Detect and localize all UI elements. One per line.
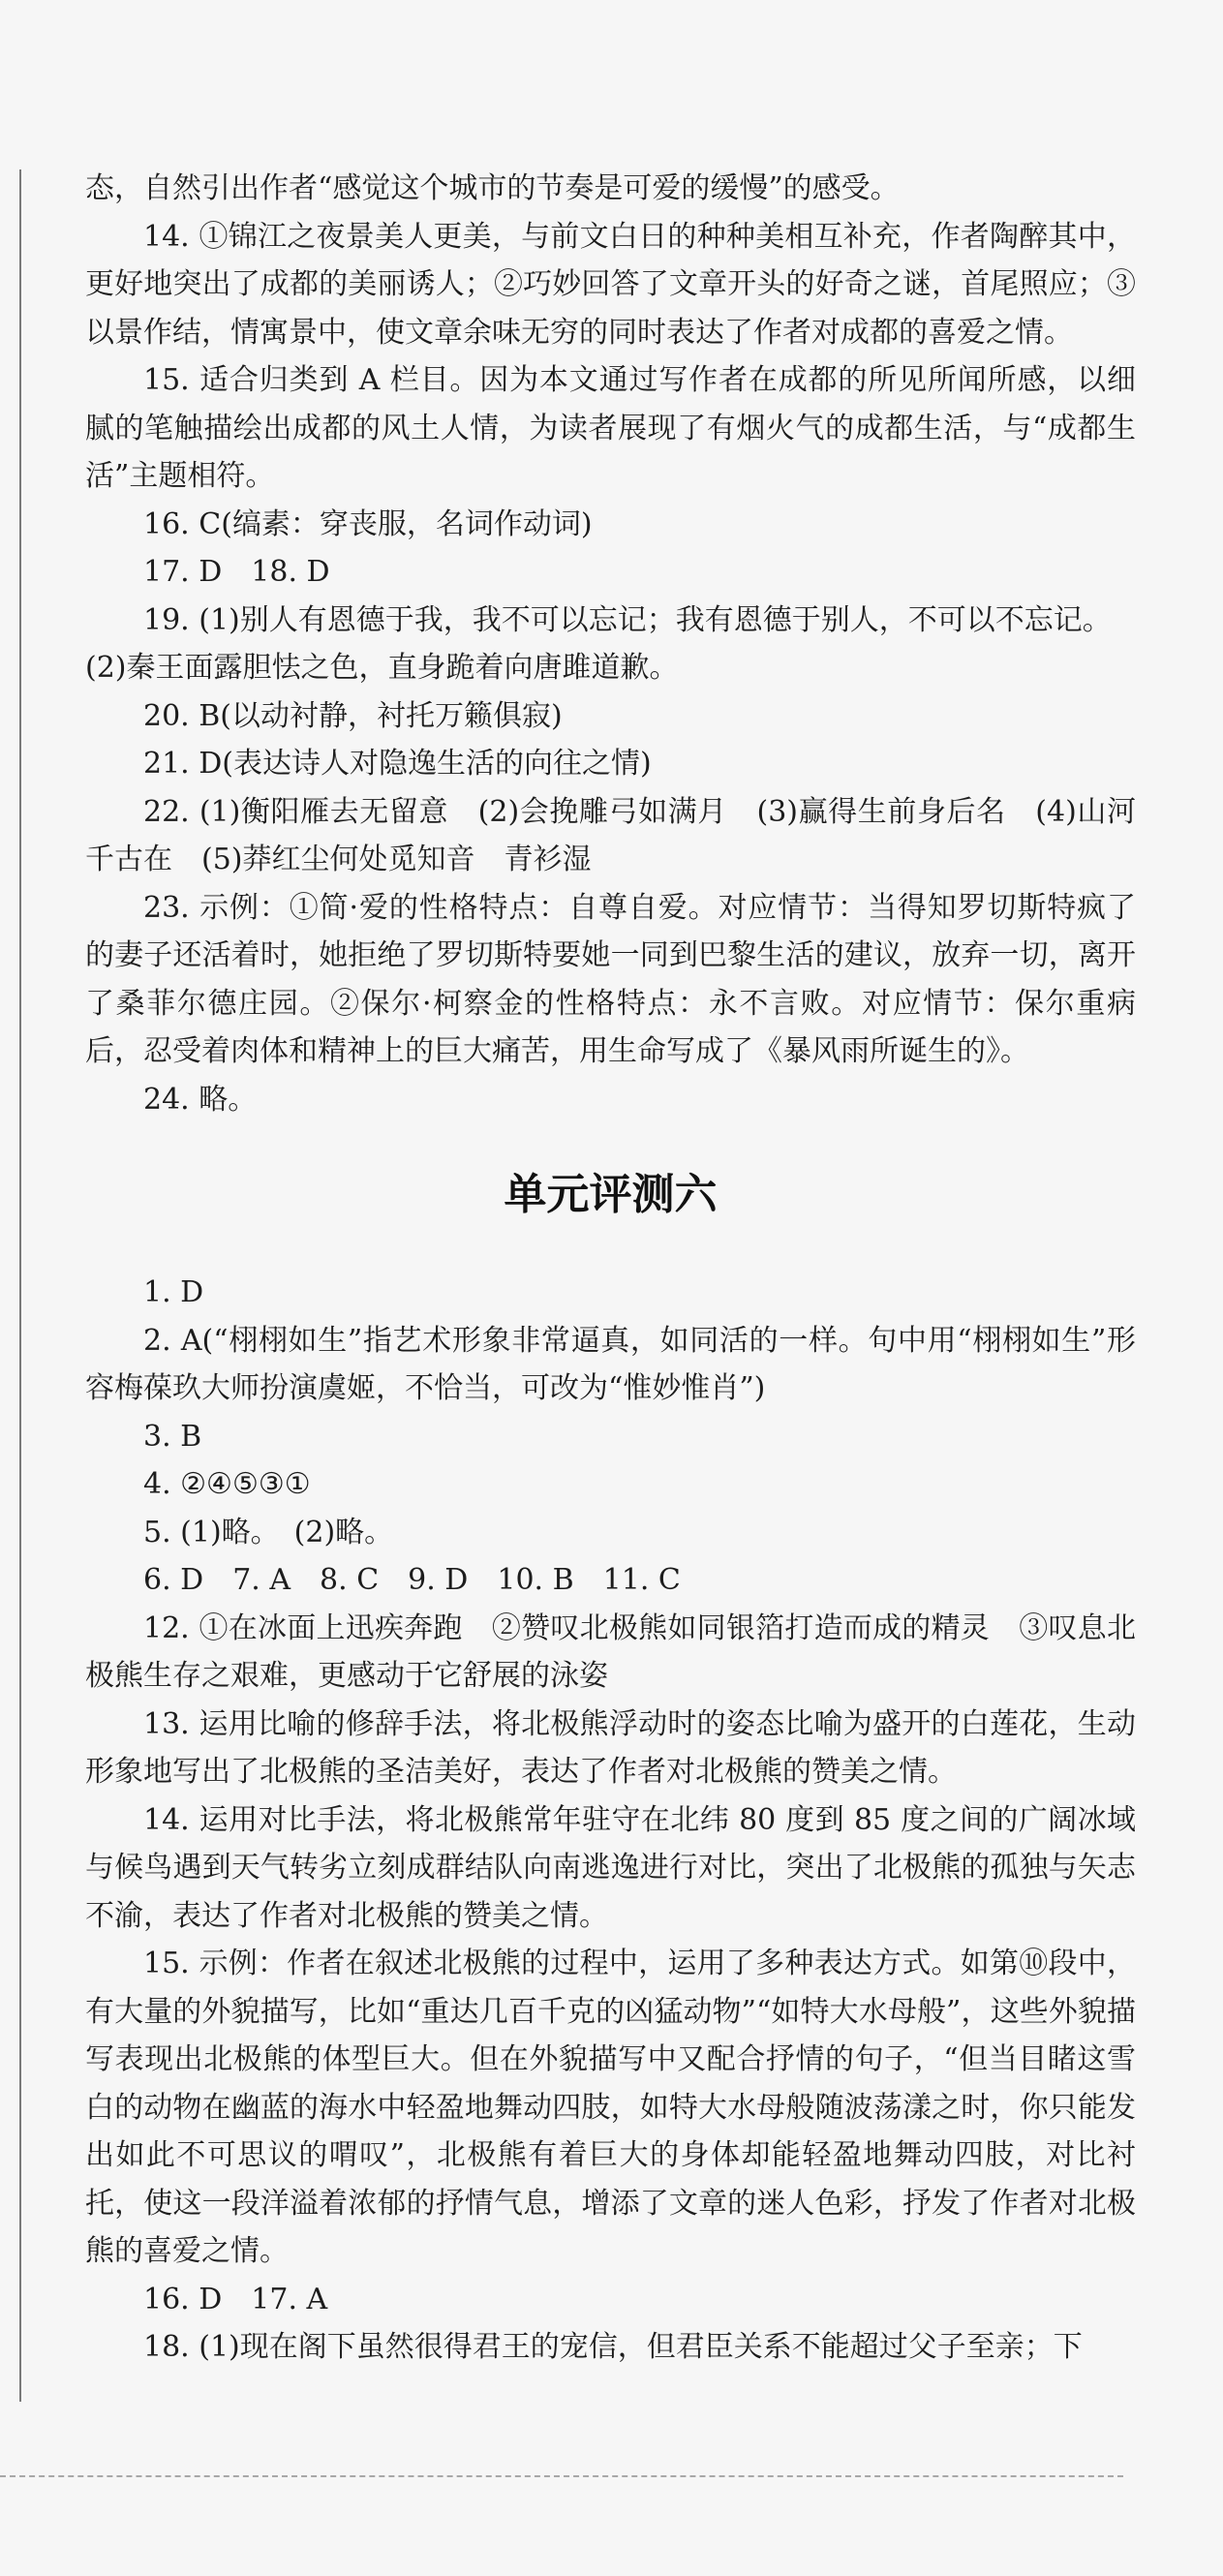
answer-paragraph: 2. A(“栩栩如生”指艺术形象非常逼真，如同活的一样。句中用“栩栩如生”形容梅葆玖大师扮演虞姬，不恰当，可改为“惟妙惟肖”) [85,1323,1136,1405]
answer-paragraph: 6. D 7. A 8. C 9. D 10. B 11. C [143,1563,681,1597]
answer-paragraph: (2)秦王面露胆怯之色，直身跪着向唐雎道歉。 [85,651,679,685]
answer-paragraph: 4. ②④⑤③① [143,1467,311,1501]
answer-paragraph: 20. B(以动衬静，衬托万籁俱寂) [143,698,563,733]
answer-paragraph: 24. 略。 [143,1082,258,1117]
section-title: 单元评测六 [504,1170,718,1219]
answer-paragraph: 19. (1)别人有恩德于我，我不可以忘记；我有恩德于别人，不可以不忘记。 [143,602,1112,637]
answer-paragraph: 21. D(表达诗人对隐逸生活的向往之情) [143,747,652,781]
answer-paragraph: 14. ①锦江之夜景美人更美，与前文白日的种种美相互补充，作者陶醉其中，更好地突出了成都的美丽诱人；②巧妙回答了文章开头的好奇之谜，首尾照应；③以景作结，情寓景中，使文章余味无穷的同时表达了作者对成都的喜爱之情。 [85,219,1136,350]
answer-paragraph: 17. D 18. D [143,555,330,589]
left-margin-line [19,169,21,2402]
answer-paragraph: 23. 示例：①简·爱的性格特点：自尊自爱。对应情节：当得知罗切斯特疯了的妻子还活着时，她拒绝了罗切斯特要她一同到巴黎生活的建议，放弃一切，离开了桑菲尔德庄园。②保尔·柯察金的性格特点：永不言败。对应情节：保尔重病后，忍受着肉体和精神上的巨大痛苦，用生命写成了《暴风雨所诞生的》。 [85,890,1136,1068]
answer-paragraph: 态，自然引出作者“感觉这个城市的节奏是可爱的缓慢”的感受。 [85,171,900,205]
answer-content [85,165,1136,2372]
bottom-dotted-divider [0,2475,1123,2477]
answer-paragraph: 3. B [143,1419,202,1454]
previous-section-answers [85,165,1136,1123]
answer-paragraph: 5. (1)略。 (2)略。 [143,1515,394,1549]
answer-paragraph: 1. D [143,1275,204,1309]
answer-paragraph: 16. C(缟素：穿丧服，名词作动词) [143,506,593,541]
answer-paragraph: 13. 运用比喻的修辞手法，将北极熊浮动时的姿态比喻为盛开的白莲花，生动形象地写出了北极熊的圣洁美好，表达了作者对北极熊的赞美之情。 [85,1706,1136,1789]
unit-test-six-answers [85,1269,1136,2372]
answer-paragraph: 12. ①在冰面上迅疾奔跑 ②赞叹北极熊如同银箔打造而成的精灵 ③叹息北极熊生存之艰难，更感动于它舒展的泳姿 [85,1610,1136,1693]
answer-paragraph: 22. (1)衡阳雁去无留意 (2)会挽雕弓如满月 (3)赢得生前身后名 (4)山河千古在 (5)莽红尘何处觅知音 青衫湿 [85,794,1136,876]
answer-paragraph: 14. 运用对比手法，将北极熊常年驻守在北纬 80 度到 85 度之间的广阔冰域与候鸟遇到天气转劣立刻成群结队向南逃逸进行对比，突出了北极熊的孤独与矢志不渝，表达了作者对北极熊的赞美之情。 [85,1802,1136,1933]
answer-paragraph: 15. 示例：作者在叙述北极熊的过程中，运用了多种表达方式。如第⑩段中，有大量的外貌描写，比如“重达几百千克的凶猛动物”“如特大水母般”，这些外貌描写表现出北极熊的体型巨大。但在外貌描写中又配合抒情的句子，“但当目睹这雪白的动物在幽蓝的海水中轻盈地舞动四肢，如特大水母般随波荡漾之时，你只能发出如此不可思议的喟叹”，北极熊有着巨大的身体却能轻盈地舞动四肢，对比衬托，使这一段洋溢着浓郁的抒情气息，增添了文章的迷人色彩，抒发了作者对北极熊的喜爱之情。 [85,1947,1136,2268]
answer-paragraph: 15. 适合归类到 A 栏目。因为本文通过写作者在成都的所见所闻所感，以细腻的笔触描绘出成都的风土人情，为读者展现了有烟火气的成都生活，与“成都生活”主题相符。 [85,363,1136,493]
answer-paragraph: 16. D 17. A [143,2282,328,2316]
answer-paragraph: 18. (1)现在阁下虽然很得君王的宠信，但君臣关系不能超过父子至亲；下 [143,2330,1083,2364]
